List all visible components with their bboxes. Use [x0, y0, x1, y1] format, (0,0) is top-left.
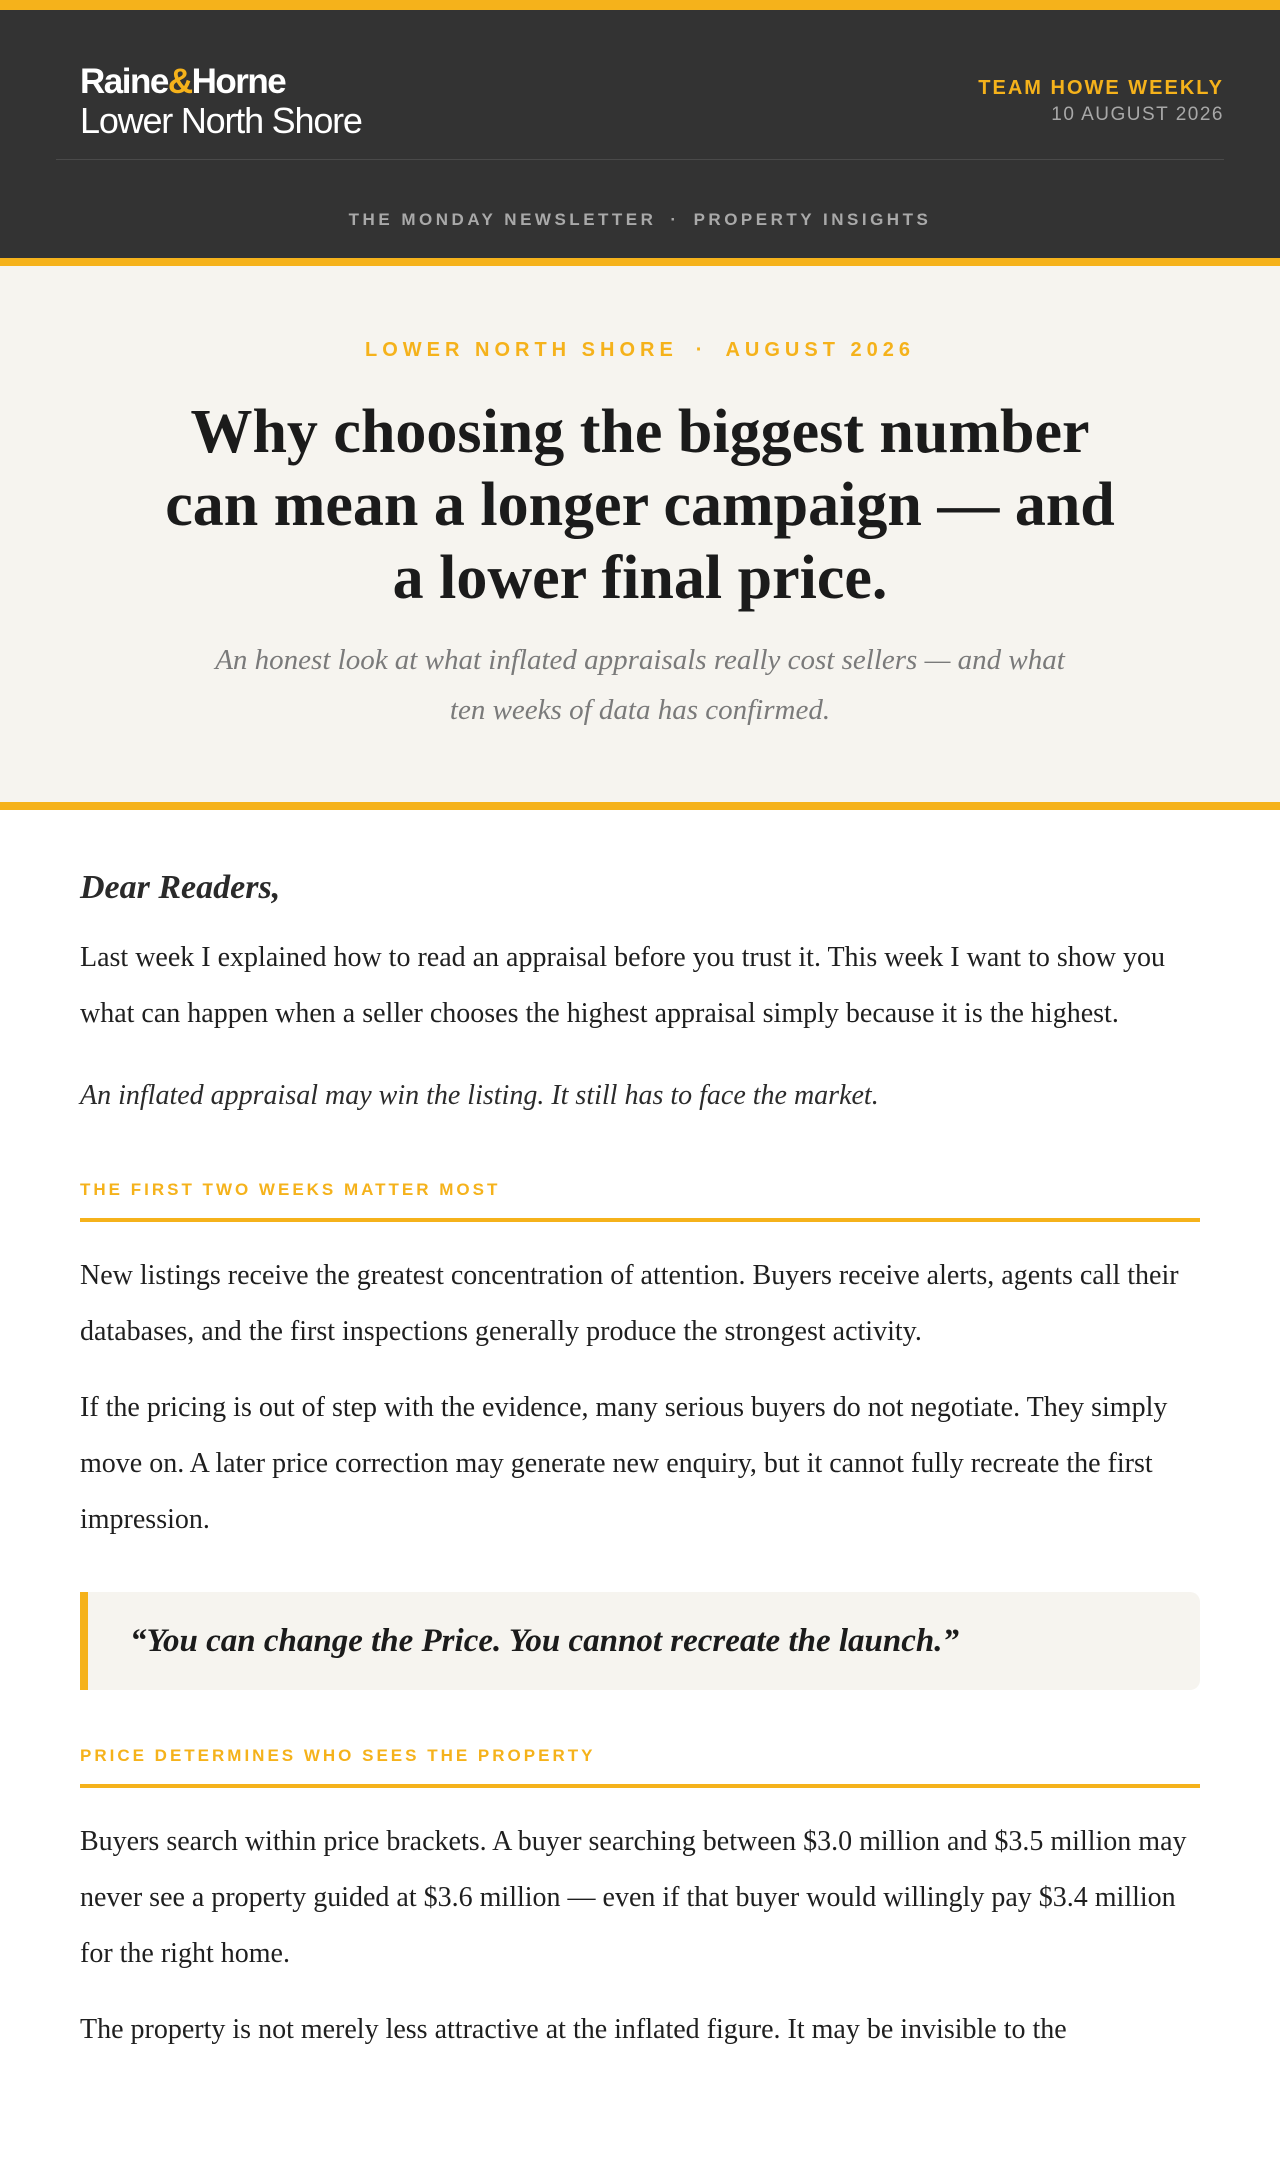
- kicker-region: LOWER NORTH SHORE: [365, 339, 678, 361]
- newsletter-header: [0, 10, 1280, 258]
- issue-info: [978, 74, 1224, 128]
- tagline-newsletter: THE MONDAY NEWSLETTER: [348, 210, 657, 229]
- paragraph: The property is not merely less attractive at the inflated figure. It may be invisible to the: [80, 2014, 1067, 2045]
- pull-quote-text: “You can change the Price. You cannot recreate the launch.”: [130, 1622, 959, 1659]
- tagline-insights: PROPERTY INSIGHTS: [693, 210, 932, 229]
- tagline-separator: ·: [670, 210, 680, 229]
- logo-wordmark: Raine&Horne: [80, 62, 286, 101]
- intro-paragraph: Last week I explained how to read an appraisal before you trust it. This week I want to show you what can happen when a seller chooses the highest appraisal simply because it is the highest.: [80, 942, 1165, 1029]
- newsletter-name: TEAM HOWE WEEKLY: [978, 77, 1224, 99]
- intro-italic-line: An inflated appraisal may win the listing. It still has to face the market.: [80, 1080, 879, 1111]
- logo-office-name: Lower North Shore: [80, 100, 362, 141]
- issue-date: 10 AUGUST 2026: [1051, 104, 1224, 125]
- pull-quote: [80, 1592, 1200, 1690]
- article-title: Why choosing the biggest number can mean a longer campaign — and a lower final price.: [165, 398, 1115, 612]
- article-subtitle: An honest look at what inflated appraisals really cost sellers — and what ten weeks of data has confirmed.: [215, 644, 1065, 726]
- paragraph: Buyers search within price brackets. A buyer searching between $3.0 million and $3.5 million may never see a property guided at $3.6 million — even if that buyer would willingly pay $3.4 million for the right home.: [80, 1826, 1187, 1969]
- kicker-month: AUGUST 2026: [725, 339, 915, 361]
- greeting: Dear Readers,: [80, 869, 281, 906]
- top-accent-bar: [0, 0, 1280, 10]
- section-heading-first-two-weeks: THE FIRST TWO WEEKS MATTER MOST: [80, 1180, 1200, 1222]
- hero-kicker: [0, 266, 1280, 362]
- kicker-separator: ·: [695, 339, 708, 361]
- paragraph: New listings receive the greatest concentration of attention. Buyers receive alerts, agents call their databases, and the first inspections generally produce the strongest activity.: [80, 1260, 1179, 1347]
- section-heading-price-brackets: PRICE DETERMINES WHO SEES THE PROPERTY: [80, 1746, 1200, 1788]
- article-body: [0, 810, 1280, 2058]
- header-tagline: [0, 210, 1280, 230]
- header-top: [56, 10, 1224, 160]
- hero-section: [0, 258, 1280, 810]
- paragraph: If the pricing is out of step with the evidence, many serious buyers do not negotiate. They simply move on. A later price correction may generate new enquiry, but it cannot fully recreate the first impression.: [80, 1392, 1168, 1535]
- brand-logo[interactable]: [80, 62, 362, 140]
